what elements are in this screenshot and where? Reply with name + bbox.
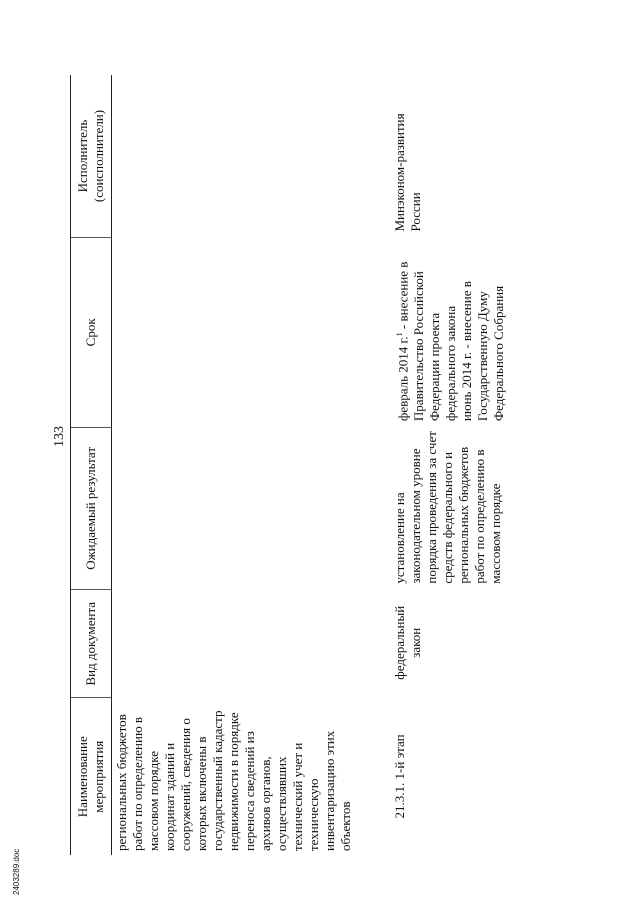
header-executor: Исполнитель (соисполнители) (71, 75, 112, 238)
term-1 (392, 242, 459, 422)
term-1-text: - внесение в Правительство Российской Федерации проекта федерального закона (395, 261, 459, 422)
term-1-date: февраль 2014 г. (395, 336, 411, 422)
doc-type-cell: федеральный закон (392, 605, 423, 680)
measures-table (70, 75, 509, 855)
table-row-stage-1 (390, 75, 509, 855)
stage-name-cell: 21.3.1. 1-й этап (392, 734, 407, 819)
footnote-marker: 1 (395, 332, 404, 337)
continued-name-cell: региональных бюджетов работ по определению в массовом порядке координат зданий и сооружений, сведения о которых включены в государственный кадастр недвижимости в порядке переноса сведений из архивов органов, осуществлявших технический учет и техническую инвентаризацию этих объектов (114, 710, 353, 851)
expected-result-cell: установление на законодательном уровне порядка проведения за счет средств федерального и региональных бюджетов работ по определению в массовом порядке (392, 431, 503, 584)
measures-table-rotated (70, 75, 507, 855)
term-2: июнь 2014 г. - внесение в Государственную Думу Федерального Собрания (459, 281, 507, 422)
executor-cell: Минэконом-развития России (392, 113, 423, 232)
header-term: Срок (71, 238, 112, 428)
table-row-continued (112, 75, 357, 855)
document-code: 2403289.doc (12, 848, 21, 895)
page-number: 133 (52, 426, 67, 447)
header-doc-type: Вид документа (71, 590, 112, 698)
header-expected-result: Ожидаемый результат (71, 427, 112, 590)
term-cell (390, 238, 509, 428)
header-name: Наименование мероприятия (71, 698, 112, 855)
table-header-row (71, 75, 112, 855)
